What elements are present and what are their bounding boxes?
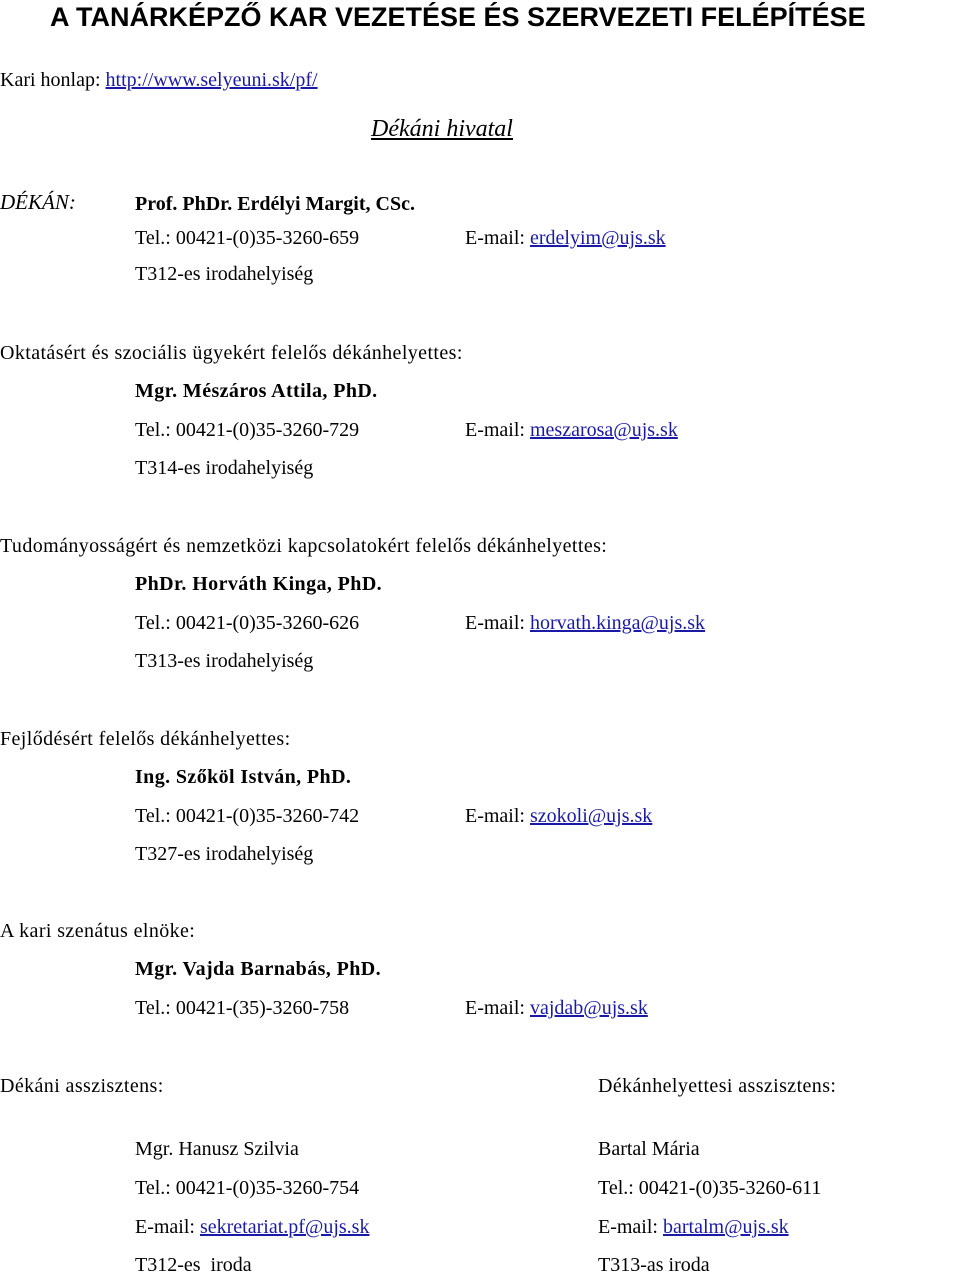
vice-dean-1-tel-label: Tel.: bbox=[135, 419, 176, 441]
vice-dean-assistant-name: Bartal Mária bbox=[598, 1138, 700, 1160]
dean-assistant-name: Mgr. Hanusz Szilvia bbox=[135, 1138, 299, 1160]
dean-email-label: E-mail: bbox=[465, 227, 530, 249]
vice-dean-3-email-link[interactable]: szokoli@ujs.sk bbox=[529, 805, 653, 827]
dean-office: T312-es irodahelyiség bbox=[135, 263, 314, 285]
vice-dean-1-heading: Oktatásért és szociális ügyekért felelős dékánhelyettes: bbox=[0, 342, 463, 364]
vice-dean-3-email bbox=[465, 804, 652, 828]
senate-tel-label: Tel.: bbox=[135, 997, 176, 1019]
vice-dean-1-email-label: E-mail: bbox=[465, 419, 530, 441]
homepage-link[interactable]: http://www.selyeuni.sk/pf/ bbox=[105, 69, 318, 91]
vice-dean-1-email bbox=[465, 418, 678, 442]
dean-email bbox=[465, 226, 666, 250]
vice-dean-2-email bbox=[465, 611, 705, 635]
dean-assistant-heading: Dékáni asszisztens: bbox=[0, 1075, 164, 1097]
dean-tel-label: Tel.: bbox=[135, 227, 176, 249]
dean-assistant-email bbox=[135, 1215, 369, 1239]
dean-tel-number: 00421-(0)35-3260-659 bbox=[175, 227, 360, 249]
vice-dean-3-tel bbox=[135, 804, 359, 828]
vice-dean-2-email-link[interactable]: horvath.kinga@ujs.sk bbox=[529, 612, 706, 634]
vice-dean-1-email-link[interactable]: meszarosa@ujs.sk bbox=[529, 419, 678, 441]
senate-email-link[interactable]: vajdab@ujs.sk bbox=[529, 997, 648, 1019]
vice-dean-assistant-office: T313-as iroda bbox=[598, 1254, 710, 1276]
vice-dean-2-email-label: E-mail: bbox=[465, 612, 530, 634]
senate-heading: A kari szenátus elnöke: bbox=[0, 920, 196, 942]
dean-assistant-email-link[interactable]: sekretariat.pf@ujs.sk bbox=[199, 1216, 370, 1238]
vice-dean-2-heading: Tudományosságért és nemzetközi kapcsolatokért felelős dékánhelyettes: bbox=[0, 535, 608, 557]
dean-name: Prof. PhDr. Erdélyi Margit, CSc. bbox=[135, 193, 415, 215]
page-title: A TANÁRKÉPZŐ KAR VEZETÉSE ÉS SZERVEZETI FELÉPÍTÉSE bbox=[50, 2, 866, 32]
vice-dean-assistant-email bbox=[598, 1215, 789, 1239]
vice-dean-1-name: Mgr. Mészáros Attila, PhD. bbox=[135, 380, 378, 402]
vice-dean-assistant-tel: Tel.: 00421-(0)35-3260-611 bbox=[598, 1177, 822, 1199]
vice-dean-2-tel-label: Tel.: bbox=[135, 612, 176, 634]
senate-email-label: E-mail: bbox=[465, 997, 530, 1019]
senate-tel-number: 00421-(35)-3260-758 bbox=[175, 997, 350, 1019]
dean-assistant-email-label: E-mail: bbox=[135, 1216, 200, 1238]
vice-dean-3-email-label: E-mail: bbox=[465, 805, 530, 827]
vice-dean-3-heading: Fejlődésért felelős dékánhelyettes: bbox=[0, 728, 291, 750]
vice-dean-assistant-heading: Dékánhelyettesi asszisztens: bbox=[598, 1075, 837, 1097]
dean-label: DÉKÁN: bbox=[0, 190, 76, 214]
vice-dean-1-office: T314-es irodahelyiség bbox=[135, 457, 314, 479]
vice-dean-assistant-email-link[interactable]: bartalm@ujs.sk bbox=[662, 1216, 789, 1238]
vice-dean-1-tel bbox=[135, 418, 359, 442]
vice-dean-3-tel-label: Tel.: bbox=[135, 805, 176, 827]
vice-dean-2-office: T313-es irodahelyiség bbox=[135, 650, 314, 672]
vice-dean-assistant-email-label: E-mail: bbox=[598, 1216, 663, 1238]
vice-dean-3-name: Ing. Szőköl István, PhD. bbox=[135, 766, 352, 788]
dean-email-link[interactable]: erdelyim@ujs.sk bbox=[529, 227, 666, 249]
vice-dean-2-name: PhDr. Horváth Kinga, PhD. bbox=[135, 573, 383, 595]
homepage-line bbox=[0, 68, 318, 92]
dean-assistant-office: T312-es iroda bbox=[135, 1254, 252, 1276]
vice-dean-2-tel bbox=[135, 611, 359, 635]
senate-tel bbox=[135, 996, 349, 1020]
vice-dean-3-office: T327-es irodahelyiség bbox=[135, 843, 314, 865]
vice-dean-1-tel-number: 00421-(0)35-3260-729 bbox=[175, 419, 360, 441]
dean-assistant-tel: Tel.: 00421-(0)35-3260-754 bbox=[135, 1177, 360, 1199]
vice-dean-2-tel-number: 00421-(0)35-3260-626 bbox=[175, 612, 360, 634]
senate-name: Mgr. Vajda Barnabás, PhD. bbox=[135, 958, 381, 980]
senate-email bbox=[465, 996, 648, 1020]
vice-dean-3-tel-number: 00421-(0)35-3260-742 bbox=[175, 805, 360, 827]
dean-tel bbox=[135, 226, 359, 250]
homepage-label: Kari honlap: bbox=[0, 69, 106, 91]
section-title: Dékáni hivatal bbox=[371, 116, 513, 142]
